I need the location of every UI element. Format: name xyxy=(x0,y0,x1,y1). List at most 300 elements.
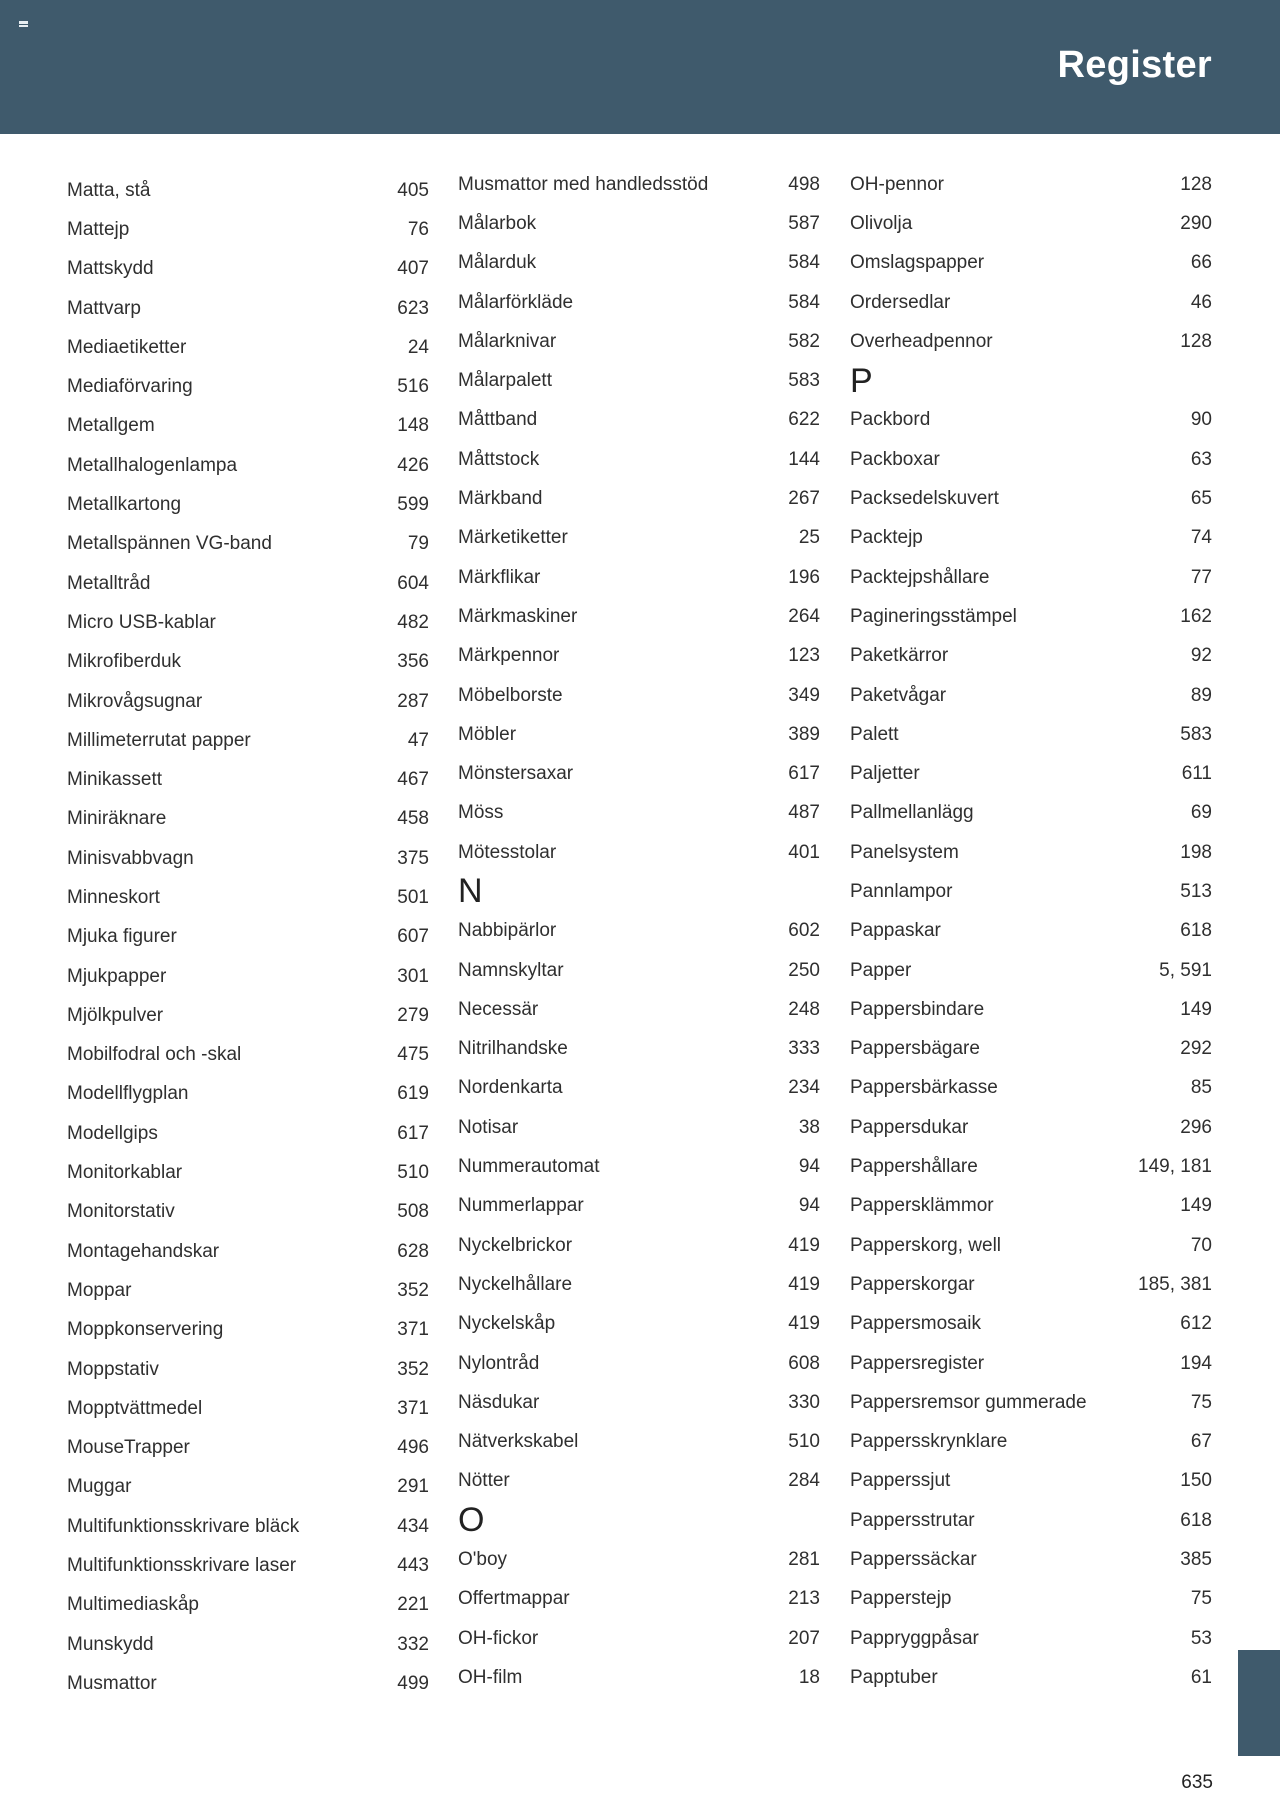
index-term: Panelsystem xyxy=(850,841,959,863)
index-term: Palett xyxy=(850,723,899,745)
index-page: 498 xyxy=(788,173,820,195)
index-page: 405 xyxy=(397,179,429,201)
index-entry[interactable] xyxy=(67,1036,429,1075)
index-page: 582 xyxy=(788,330,820,352)
index-page: 385 xyxy=(1180,1549,1212,1571)
index-page: 75 xyxy=(1190,1391,1212,1413)
index-page: 371 xyxy=(397,1397,429,1419)
index-term: O'boy xyxy=(458,1549,508,1571)
index-term: Montagehandskar xyxy=(67,1240,220,1262)
index-entry[interactable] xyxy=(850,1147,1212,1186)
index-entry[interactable] xyxy=(67,1389,429,1428)
index-page: 148 xyxy=(397,415,429,437)
index-entry[interactable] xyxy=(458,322,820,361)
index-page: 66 xyxy=(1190,252,1212,274)
index-term: Mattejp xyxy=(67,218,130,240)
index-entry[interactable] xyxy=(458,1383,820,1422)
index-page: 467 xyxy=(397,769,429,791)
index-term: Matta, stå xyxy=(67,179,151,201)
index-term: Mobilfodral och -skal xyxy=(67,1044,242,1066)
index-term: Pappersmosaik xyxy=(850,1313,981,1335)
index-entry[interactable] xyxy=(458,519,820,558)
index-page: 434 xyxy=(397,1515,429,1537)
index-entry[interactable] xyxy=(850,1383,1212,1422)
index-term: Papperskorgar xyxy=(850,1273,975,1295)
index-entry[interactable] xyxy=(67,1350,429,1389)
index-page: 250 xyxy=(788,959,820,981)
index-entry[interactable] xyxy=(458,1619,820,1658)
index-page: 61 xyxy=(1190,1666,1212,1688)
index-term: Måttstock xyxy=(458,448,540,470)
index-entry[interactable] xyxy=(850,872,1212,911)
index-page: 419 xyxy=(788,1234,820,1256)
index-term: Möss xyxy=(458,802,504,824)
index-entry[interactable] xyxy=(458,1069,820,1108)
index-term: Märkband xyxy=(458,488,543,510)
index-entry[interactable] xyxy=(67,525,429,564)
index-entry[interactable] xyxy=(67,564,429,603)
index-entry[interactable] xyxy=(67,1429,429,1468)
index-term: Namnskyltar xyxy=(458,959,564,981)
index-entry[interactable] xyxy=(67,1586,429,1625)
index-term: Pallmellanlägg xyxy=(850,802,974,824)
index-term: Moppar xyxy=(67,1279,132,1301)
index-entry[interactable] xyxy=(850,283,1212,322)
index-term: Pappersklämmor xyxy=(850,1195,994,1217)
section-letter: N xyxy=(458,872,483,911)
index-term: Pappersbärkasse xyxy=(850,1077,998,1099)
index-term: Omslagspapper xyxy=(850,252,985,274)
index-entry[interactable] xyxy=(850,1658,1212,1697)
index-entry[interactable] xyxy=(67,1311,429,1350)
index-term: Papperssäckar xyxy=(850,1549,977,1571)
index-page: 458 xyxy=(397,808,429,830)
index-column-1 xyxy=(67,171,429,1704)
index-term: Nötter xyxy=(458,1470,510,1492)
index-entry[interactable] xyxy=(850,1108,1212,1147)
index-entry[interactable] xyxy=(458,1344,820,1383)
index-entry[interactable] xyxy=(850,637,1212,676)
index-entry[interactable] xyxy=(67,1664,429,1703)
index-page: 25 xyxy=(798,527,820,549)
index-page: 296 xyxy=(1180,1116,1212,1138)
index-page: 623 xyxy=(397,297,429,319)
index-entry[interactable] xyxy=(67,643,429,682)
index-page: 604 xyxy=(397,572,429,594)
index-page: 389 xyxy=(788,723,820,745)
index-term: Pappersdukar xyxy=(850,1116,969,1138)
index-entry[interactable] xyxy=(67,800,429,839)
index-entry[interactable] xyxy=(67,367,429,406)
index-entry[interactable] xyxy=(458,637,820,676)
index-entry[interactable] xyxy=(458,1305,820,1344)
index-entry[interactable] xyxy=(67,1546,429,1585)
index-entry[interactable] xyxy=(67,1075,429,1114)
index-entry[interactable] xyxy=(458,1147,820,1186)
index-page: 375 xyxy=(397,847,429,869)
index-page: 185, 381 xyxy=(1138,1273,1212,1295)
index-entry[interactable] xyxy=(67,603,429,642)
index-page: 607 xyxy=(397,926,429,948)
index-page: 70 xyxy=(1190,1234,1212,1256)
index-page: 602 xyxy=(788,920,820,942)
index-term: Mattvarp xyxy=(67,297,141,319)
index-entry[interactable] xyxy=(850,676,1212,715)
index-term: Metalltråd xyxy=(67,572,151,594)
index-term: Nätverkskabel xyxy=(458,1431,579,1453)
index-term: Paketkärror xyxy=(850,645,949,667)
index-term: Nummerlappar xyxy=(458,1195,584,1217)
index-entry[interactable] xyxy=(850,401,1212,440)
index-entry[interactable] xyxy=(850,322,1212,361)
index-term: Märketiketter xyxy=(458,527,568,549)
index-term: Monitorkablar xyxy=(67,1162,183,1184)
index-page: 128 xyxy=(1180,330,1212,352)
index-page: 587 xyxy=(788,212,820,234)
index-term: Mopptvättmedel xyxy=(67,1397,203,1419)
index-page: 332 xyxy=(397,1633,429,1655)
section-letter: P xyxy=(850,361,873,400)
index-term: Papper xyxy=(850,959,912,981)
index-page: 584 xyxy=(788,291,820,313)
index-page: 53 xyxy=(1190,1627,1212,1649)
index-page: 76 xyxy=(407,218,429,240)
index-entry[interactable] xyxy=(458,204,820,243)
index-entry[interactable] xyxy=(458,990,820,1029)
index-term: MouseTrapper xyxy=(67,1437,190,1459)
index-entry[interactable] xyxy=(67,839,429,878)
index-entry[interactable] xyxy=(850,1030,1212,1069)
index-page: 74 xyxy=(1190,527,1212,549)
index-entry[interactable] xyxy=(67,918,429,957)
index-entry[interactable] xyxy=(458,1462,820,1501)
index-term: Metallkartong xyxy=(67,494,182,516)
index-term: Pappersbägare xyxy=(850,1038,980,1060)
index-term: Nummerautomat xyxy=(458,1156,600,1178)
index-term: Mjölkpulver xyxy=(67,1004,164,1026)
index-page: 419 xyxy=(788,1273,820,1295)
index-term: Modellgips xyxy=(67,1122,158,1144)
index-entry[interactable] xyxy=(458,1030,820,1069)
index-entry[interactable] xyxy=(67,760,429,799)
index-term: Måttband xyxy=(458,409,538,431)
index-term: Ordersedlar xyxy=(850,291,951,313)
index-page: 149 xyxy=(1180,1195,1212,1217)
index-term: Papperskorg, well xyxy=(850,1234,1002,1256)
index-term: Moppstativ xyxy=(67,1358,159,1380)
index-term: Nyckelbrickor xyxy=(458,1234,573,1256)
index-page: 501 xyxy=(397,886,429,908)
index-term: Metallhalogenlampa xyxy=(67,454,238,476)
index-entry[interactable] xyxy=(850,440,1212,479)
index-page: 618 xyxy=(1180,1509,1212,1531)
index-term: Pappryggpåsar xyxy=(850,1627,979,1649)
index-term: Minneskort xyxy=(67,886,160,908)
index-entry[interactable] xyxy=(850,1226,1212,1265)
index-entry[interactable] xyxy=(850,1540,1212,1579)
index-page: 281 xyxy=(788,1549,820,1571)
index-page: 85 xyxy=(1190,1077,1212,1099)
index-page: 290 xyxy=(1180,212,1212,234)
index-page: 333 xyxy=(788,1038,820,1060)
index-page: 330 xyxy=(788,1391,820,1413)
index-term: Monitorstativ xyxy=(67,1201,175,1223)
index-page: 622 xyxy=(788,409,820,431)
index-page: 510 xyxy=(397,1162,429,1184)
index-term: Notisar xyxy=(458,1116,519,1138)
index-page: 612 xyxy=(1180,1313,1212,1335)
index-entry[interactable] xyxy=(67,1271,429,1310)
index-entry[interactable] xyxy=(458,1187,820,1226)
index-term: Pappersskrynklare xyxy=(850,1431,1008,1453)
index-entry[interactable] xyxy=(458,597,820,636)
index-term: Mattskydd xyxy=(67,258,154,280)
index-page: 475 xyxy=(397,1044,429,1066)
index-entry[interactable] xyxy=(458,951,820,990)
index-term: Pappersstrutar xyxy=(850,1509,975,1531)
index-entry[interactable] xyxy=(67,1468,429,1507)
index-entry[interactable] xyxy=(458,361,820,400)
index-term: Millimeterrutat papper xyxy=(67,729,251,751)
index-page: 583 xyxy=(788,370,820,392)
index-term: Moppkonservering xyxy=(67,1319,224,1341)
index-term: Nyckelhållare xyxy=(458,1273,573,1295)
index-page: 419 xyxy=(788,1313,820,1335)
index-term: Nitrilhandske xyxy=(458,1038,568,1060)
index-entry[interactable] xyxy=(67,485,429,524)
index-term: Papperstejp xyxy=(850,1588,952,1610)
index-entry[interactable] xyxy=(850,1423,1212,1462)
index-entry[interactable] xyxy=(458,558,820,597)
index-page: 617 xyxy=(397,1122,429,1144)
index-page: 150 xyxy=(1180,1470,1212,1492)
index-page: 583 xyxy=(1180,723,1212,745)
index-entry[interactable] xyxy=(458,244,820,283)
index-term: Nordenkarta xyxy=(458,1077,563,1099)
index-page: 221 xyxy=(397,1594,429,1616)
index-page: 47 xyxy=(407,729,429,751)
index-entry[interactable] xyxy=(850,951,1212,990)
index-entry[interactable] xyxy=(67,446,429,485)
index-entry[interactable] xyxy=(67,721,429,760)
index-term: Packsedelskuvert xyxy=(850,488,999,510)
index-page: 291 xyxy=(397,1476,429,1498)
menu-icon[interactable] xyxy=(19,21,28,27)
index-page: 77 xyxy=(1190,566,1212,588)
index-entry[interactable] xyxy=(458,1423,820,1462)
index-entry[interactable] xyxy=(850,1501,1212,1540)
index-term: Märkflikar xyxy=(458,566,541,588)
index-term: Offertmappar xyxy=(458,1588,570,1610)
index-entry[interactable] xyxy=(458,479,820,518)
index-term: Minikassett xyxy=(67,769,163,791)
side-tab xyxy=(1238,1650,1280,1756)
index-page: 213 xyxy=(788,1588,820,1610)
index-page: 75 xyxy=(1190,1588,1212,1610)
index-term: Mönstersaxar xyxy=(458,763,574,785)
index-term: Målarduk xyxy=(458,252,537,274)
index-page: 267 xyxy=(788,488,820,510)
index-term: Målarpalett xyxy=(458,370,552,392)
index-entry[interactable] xyxy=(67,1153,429,1192)
index-entry[interactable] xyxy=(67,210,429,249)
index-term: Papperssjut xyxy=(850,1470,951,1492)
index-entry[interactable] xyxy=(850,558,1212,597)
index-term: Nabbipärlor xyxy=(458,920,557,942)
index-entry[interactable] xyxy=(67,328,429,367)
index-page: 608 xyxy=(788,1352,820,1374)
index-entry[interactable] xyxy=(850,1580,1212,1619)
index-term: Målarknivar xyxy=(458,330,557,352)
index-entry[interactable] xyxy=(850,1069,1212,1108)
index-term: Overheadpennor xyxy=(850,330,993,352)
index-entry[interactable] xyxy=(850,1265,1212,1304)
index-entry[interactable] xyxy=(850,1462,1212,1501)
index-page: 516 xyxy=(397,376,429,398)
index-page: 24 xyxy=(407,336,429,358)
index-entry[interactable] xyxy=(458,283,820,322)
index-page: 149, 181 xyxy=(1138,1156,1212,1178)
index-term: Mediaetiketter xyxy=(67,336,187,358)
index-term: Mjukpapper xyxy=(67,965,167,987)
index-entry[interactable] xyxy=(67,682,429,721)
index-page: 248 xyxy=(788,998,820,1020)
index-entry[interactable] xyxy=(850,794,1212,833)
index-entry[interactable] xyxy=(458,1580,820,1619)
section-letter: O xyxy=(458,1501,485,1540)
index-entry[interactable] xyxy=(67,289,429,328)
index-entry[interactable] xyxy=(458,912,820,951)
index-entry[interactable] xyxy=(850,990,1212,1029)
index-page: 194 xyxy=(1180,1352,1212,1374)
index-term: Mikrofiberduk xyxy=(67,651,182,673)
index-term: Målarförkläde xyxy=(458,291,574,313)
index-entry[interactable] xyxy=(458,165,820,204)
index-entry[interactable] xyxy=(67,878,429,917)
index-entry[interactable] xyxy=(458,1226,820,1265)
index-page: 128 xyxy=(1180,173,1212,195)
index-term: Micro USB-kablar xyxy=(67,611,216,633)
index-page: 617 xyxy=(788,763,820,785)
index-entry[interactable] xyxy=(67,996,429,1035)
index-term: Möbler xyxy=(458,723,517,745)
index-page: 496 xyxy=(397,1437,429,1459)
index-entry[interactable] xyxy=(850,715,1212,754)
index-page: 301 xyxy=(397,965,429,987)
index-entry[interactable] xyxy=(458,715,820,754)
index-entry[interactable] xyxy=(458,1540,820,1579)
index-page: 482 xyxy=(397,611,429,633)
page-number: 635 xyxy=(1181,1772,1213,1793)
index-page: 352 xyxy=(397,1279,429,1301)
index-entry[interactable] xyxy=(850,912,1212,951)
index-page: 407 xyxy=(397,258,429,280)
index-entry[interactable] xyxy=(850,1305,1212,1344)
index-page: 352 xyxy=(397,1358,429,1380)
index-column-2 xyxy=(458,165,820,1698)
index-page: 264 xyxy=(788,605,820,627)
index-page: 5, 591 xyxy=(1159,959,1212,981)
index-entry[interactable] xyxy=(67,1232,429,1271)
index-page: 46 xyxy=(1190,291,1212,313)
index-entry[interactable] xyxy=(850,1187,1212,1226)
index-term: Pannlampor xyxy=(850,880,953,902)
index-term: Nylontråd xyxy=(458,1352,540,1374)
index-entry[interactable] xyxy=(458,794,820,833)
index-term: Mjuka figurer xyxy=(67,926,177,948)
index-entry[interactable] xyxy=(67,171,429,210)
index-term: Packbord xyxy=(850,409,931,431)
index-entry[interactable] xyxy=(850,754,1212,793)
index-entry[interactable] xyxy=(458,1658,820,1697)
index-page: 513 xyxy=(1180,880,1212,902)
index-entry[interactable] xyxy=(850,479,1212,518)
index-page: 94 xyxy=(798,1195,820,1217)
index-page: 356 xyxy=(397,651,429,673)
index-entry[interactable] xyxy=(850,165,1212,204)
index-page: 628 xyxy=(397,1240,429,1262)
index-entry[interactable] xyxy=(458,1108,820,1147)
index-entry[interactable] xyxy=(67,1193,429,1232)
index-term: Munskydd xyxy=(67,1633,154,1655)
index-page: 584 xyxy=(788,252,820,274)
index-term: Metallspännen VG-band xyxy=(67,533,272,555)
index-entry[interactable] xyxy=(458,754,820,793)
index-page: 65 xyxy=(1190,488,1212,510)
index-entry[interactable] xyxy=(67,407,429,446)
index-entry[interactable] xyxy=(67,957,429,996)
index-term: Multimediaskåp xyxy=(67,1594,199,1616)
index-column-3 xyxy=(850,165,1212,1698)
index-page: 401 xyxy=(788,841,820,863)
index-term: Packtejpshållare xyxy=(850,566,990,588)
index-entry[interactable] xyxy=(850,1619,1212,1658)
index-entry[interactable] xyxy=(850,519,1212,558)
index-entry[interactable] xyxy=(458,676,820,715)
index-term: Multifunktionsskrivare bläck xyxy=(67,1515,300,1537)
header-bar xyxy=(0,0,1280,134)
index-term: Papptuber xyxy=(850,1666,938,1688)
index-page: 123 xyxy=(788,645,820,667)
index-page: 508 xyxy=(397,1201,429,1223)
index-entry[interactable] xyxy=(458,833,820,872)
index-page: 94 xyxy=(798,1156,820,1178)
index-term: Paljetter xyxy=(850,763,920,785)
index-page: 426 xyxy=(397,454,429,476)
index-entry[interactable] xyxy=(850,1344,1212,1383)
index-term: Pappershållare xyxy=(850,1156,978,1178)
index-entry[interactable] xyxy=(458,401,820,440)
index-term: Pappersbindare xyxy=(850,998,985,1020)
index-page: 67 xyxy=(1190,1431,1212,1453)
index-term: Modellflygplan xyxy=(67,1083,189,1105)
index-entry[interactable] xyxy=(850,204,1212,243)
index-page: 196 xyxy=(788,566,820,588)
index-entry[interactable] xyxy=(458,440,820,479)
index-page: 18 xyxy=(798,1666,820,1688)
index-entry[interactable] xyxy=(458,1265,820,1304)
index-term: Packtejp xyxy=(850,527,923,549)
index-entry[interactable] xyxy=(67,1507,429,1546)
index-term: Miniräknare xyxy=(67,808,167,830)
index-entry[interactable] xyxy=(850,833,1212,872)
index-entry[interactable] xyxy=(67,250,429,289)
index-entry[interactable] xyxy=(850,597,1212,636)
index-entry[interactable] xyxy=(67,1114,429,1153)
index-page: 284 xyxy=(788,1470,820,1492)
index-entry[interactable] xyxy=(850,244,1212,283)
index-entry[interactable] xyxy=(67,1625,429,1664)
